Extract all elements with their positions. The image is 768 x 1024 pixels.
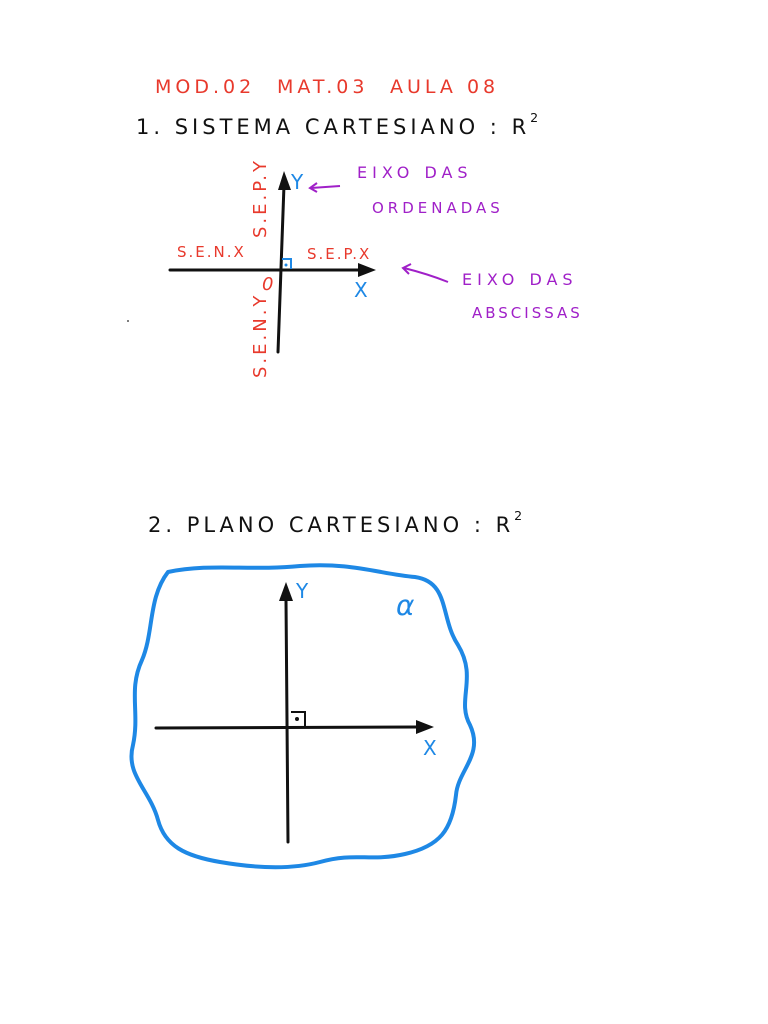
sepy-label: S.E.P.Y: [250, 157, 271, 238]
section2-title-text: 2. PLANO CARTESIANO : R: [148, 513, 515, 537]
plane-axis-x-label: X: [423, 736, 441, 760]
annotation-ordinate-line2: ORDENADAS: [372, 199, 504, 217]
header-mod: MOD.02: [155, 76, 256, 98]
x-axis-arrowhead: [358, 263, 376, 277]
header-mat: MAT.03: [277, 76, 369, 98]
section1-title-exponent: 2: [530, 110, 539, 125]
cartesian-plane-diagram: [131, 565, 474, 867]
section2-title: [148, 510, 522, 536]
plane-x-axis-line: [156, 727, 420, 728]
plane-right-angle-dot: [295, 717, 299, 721]
annotation-abscissa-line2: ABSCISSAS: [472, 304, 583, 322]
axis-x-label: X: [354, 278, 372, 302]
origin-label: 0: [262, 274, 278, 295]
seny-label: S.E.N.Y: [250, 292, 271, 378]
stray-dot: [127, 320, 129, 322]
section2-title-exponent: 2: [514, 508, 523, 523]
plane-y-axis-line: [286, 600, 288, 842]
header-aula: AULA 08: [390, 76, 500, 98]
axis-y-label: Y: [291, 170, 308, 194]
section1-title-text: 1. SISTEMA CARTESIANO : R: [136, 115, 531, 139]
annotation-arrow-y: [311, 186, 340, 188]
section1-title: [136, 112, 538, 138]
annotation-abscissa-line1: EIXO DAS: [462, 270, 578, 289]
senx-label: S.E.N.X: [177, 243, 246, 261]
plane-axis-y-label: Y: [296, 579, 313, 603]
annotation-arrow-x: [404, 268, 448, 282]
plane-x-axis-arrowhead: [416, 720, 434, 734]
sepx-label: S.E.P.X: [307, 245, 372, 263]
y-axis-arrowhead: [278, 171, 291, 190]
plane-alpha-outline: [131, 565, 474, 867]
plane-y-axis-arrowhead: [279, 582, 293, 601]
plane-alpha-label: α: [396, 589, 419, 622]
right-angle-dot: [285, 264, 288, 267]
annotation-ordinate-line1: EIXO DAS: [357, 163, 473, 182]
